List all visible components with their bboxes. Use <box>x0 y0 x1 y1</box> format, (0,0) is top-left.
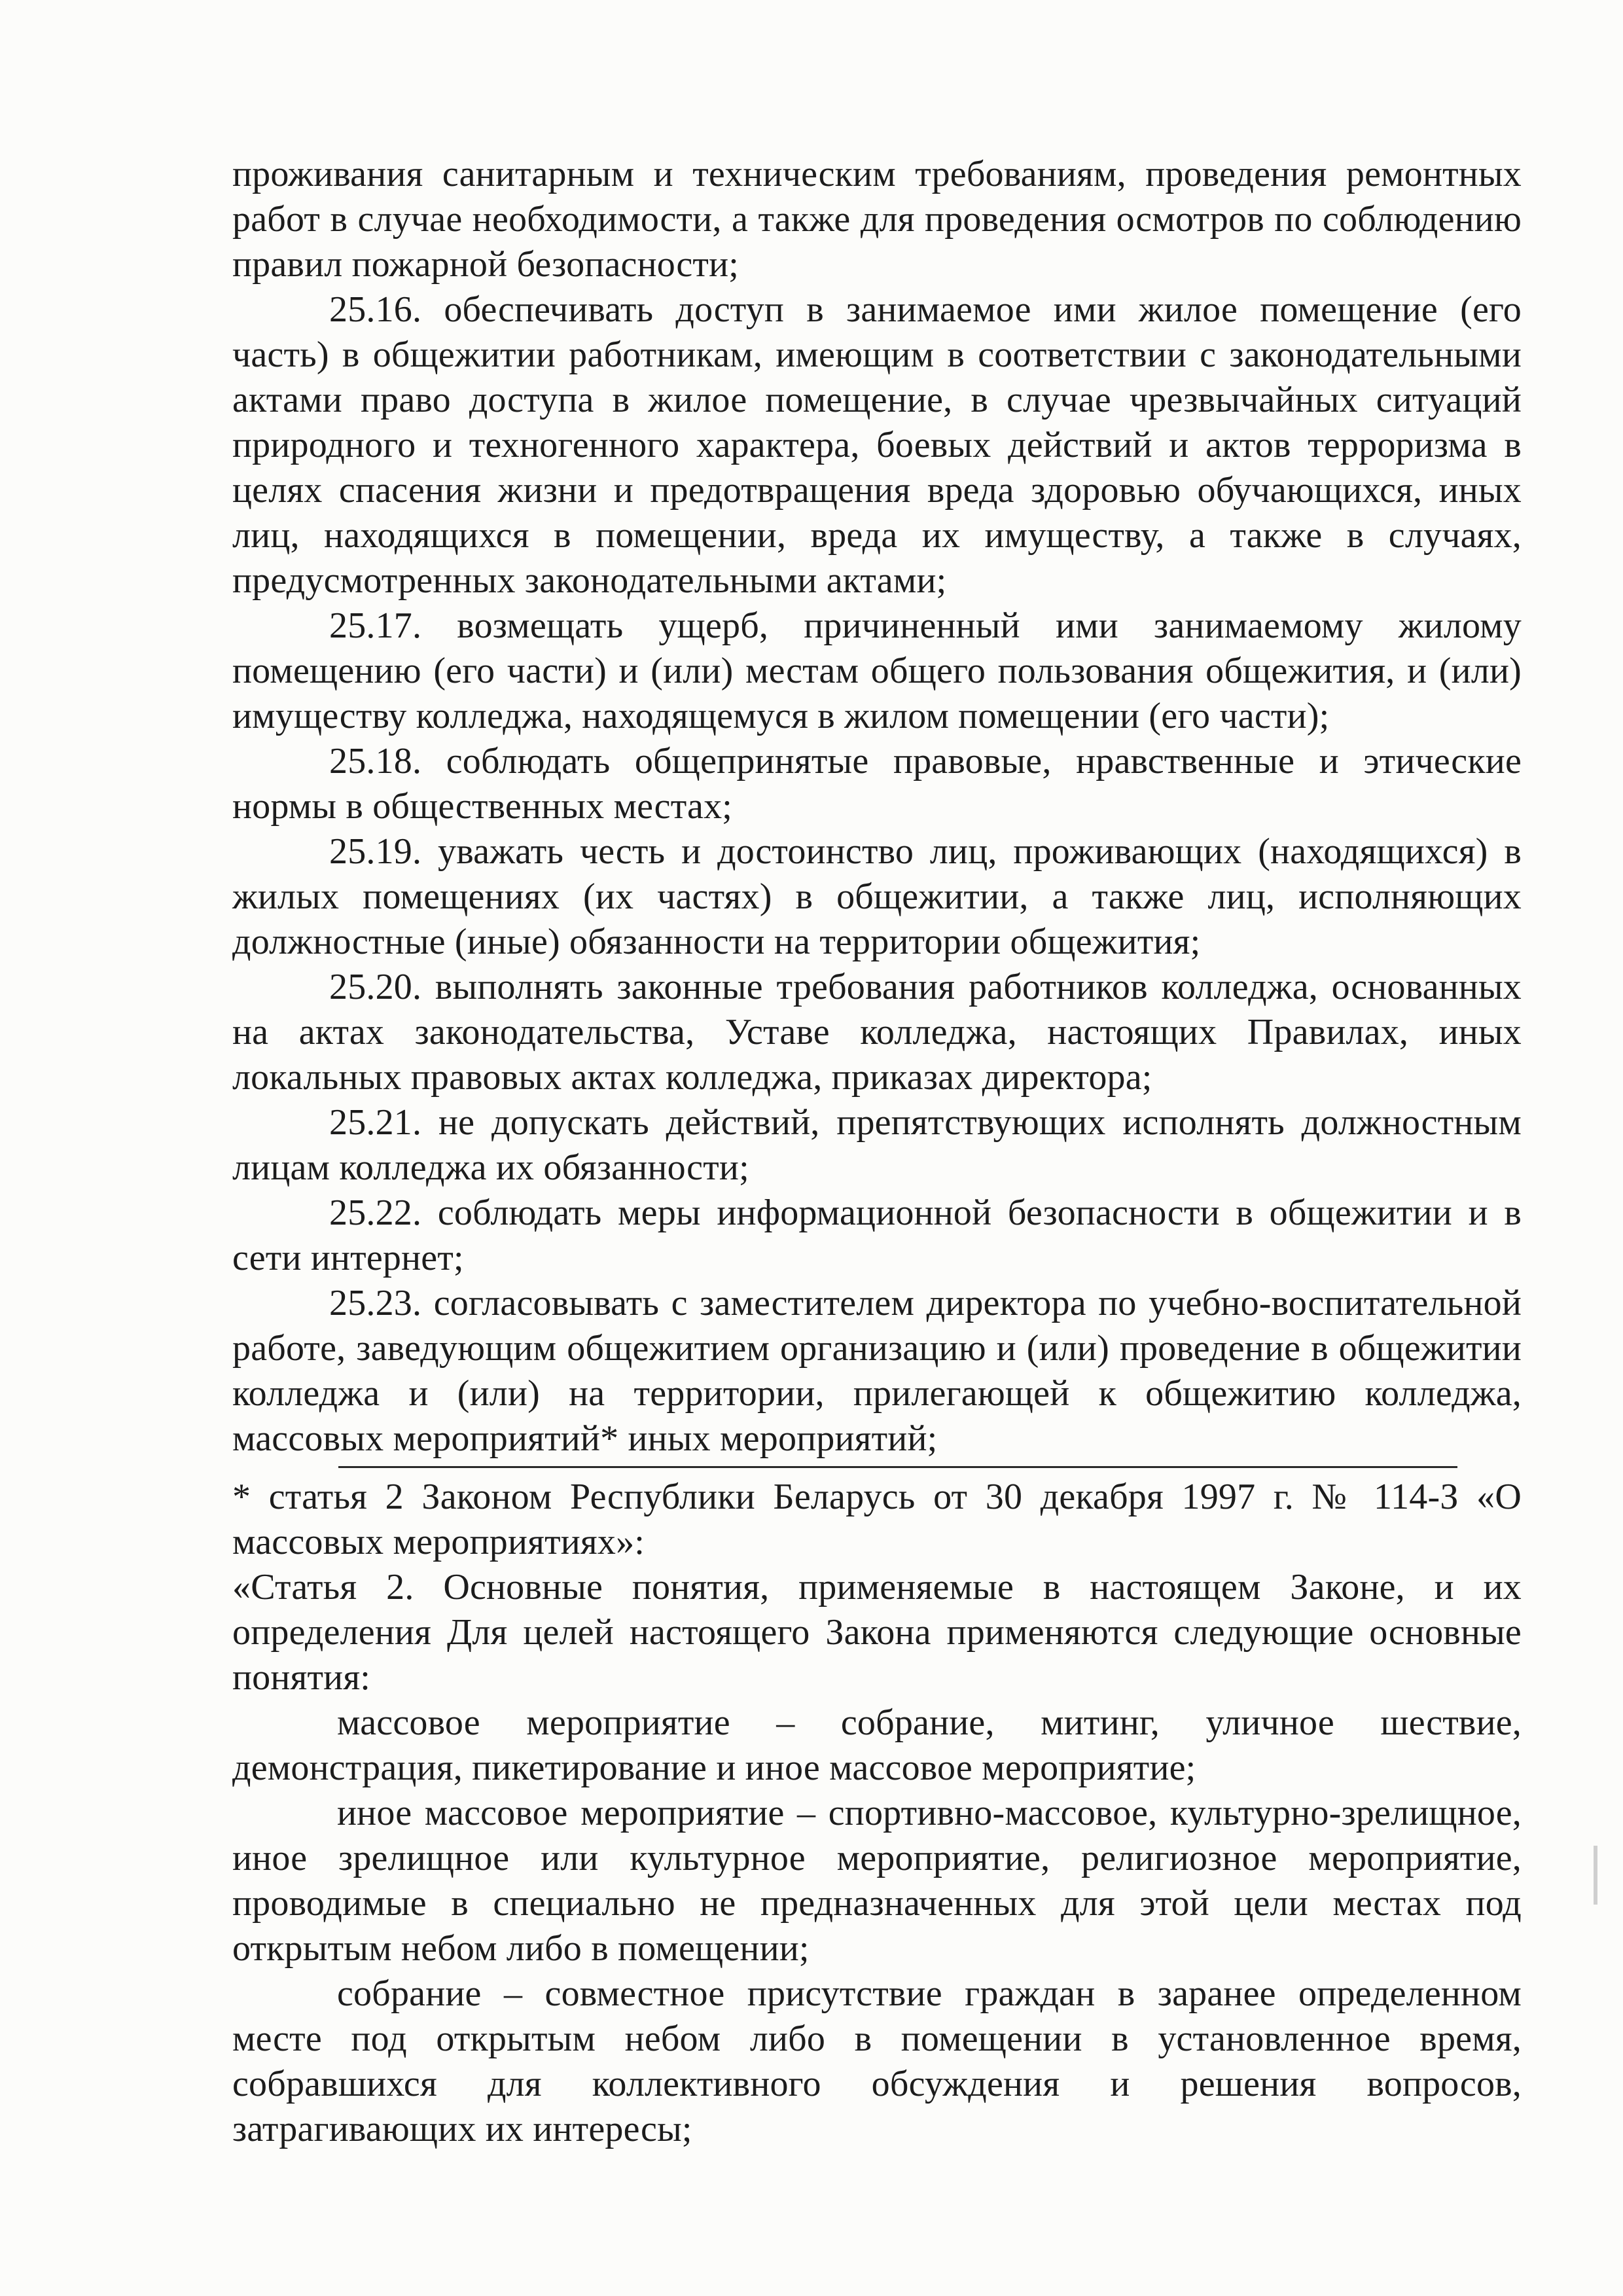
footnote-separator <box>338 1466 1457 1468</box>
scan-edge-mark <box>1594 1846 1597 1905</box>
footnote <box>232 1475 1522 2152</box>
footnote-quote-start: «Статья 2. Основные понятия, применяемые в настоящем Законе, и их определения Для целей настоящего Закона применяются следующие основные понятия: <box>232 1567 1522 1698</box>
paragraph-25-16: 25.16. обеспечивать доступ в занимаемое ими жилое помещение (его часть) в общежитии работникам, имеющим в соответствии с законодательными актами право доступа в жилое помещение, в случае чрезвычайных ситуаций природного и техногенного характера, боевых действий и актов терроризма в целях спасения жизни и предотвращения вреда здоровью обучающихся, иных лиц, находящихся в помещении, вреда их имуществу, а также в случаях, предусмотренных законодательными актами; <box>232 289 1522 601</box>
paragraph-25-19: 25.19. уважать честь и достоинство лиц, проживающих (находящихся) в жилых помещениях (их частях) в общежитии, а также лиц, исполняющих должностные (иные) обязанности на территории общежития; <box>232 831 1522 962</box>
paragraph-25-18: 25.18. соблюдать общепринятые правовые, нравственные и этические нормы в общественных местах; <box>232 741 1522 827</box>
paragraph-25-23: 25.23. согласовывать с заместителем директора по учебно-воспитательной работе, заведующим общежитием организацию и (или) проведение в общежитии колледжа и (или) на территории, прилегающей к общежитию колледжа, массовых мероприятий* иных мероприятий; <box>232 1283 1522 1459</box>
paragraph-25-21: 25.21. не допускать действий, препятствующих исполнять должностным лицам колледжа их обязанности; <box>232 1102 1522 1188</box>
footnote-intro: * статья 2 Законом Республики Беларусь от 30 декабря 1997 г. № 114-З «О массовых мероприятиях»: <box>232 1477 1522 1562</box>
definition-mass-event: массовое мероприятие – собрание, митинг, уличное шествие, демонстрация, пикетирование и иное массовое мероприятие; <box>232 1702 1522 1788</box>
paragraph-25-17: 25.17. возмещать ущерб, причиненный ими занимаемому жилому помещению (его части) и (или) местам общего пользования общежития, и (или) имуществу колледжа, находящемуся в жилом помещении (его части); <box>232 605 1522 736</box>
paragraph-continuation: проживания санитарным и техническим требованиям, проведения ремонтных работ в случае необходимости, а также для проведения осмотров по соблюдению правил пожарной безопасности; <box>232 154 1522 285</box>
paragraph-25-20: 25.20. выполнять законные требования работников колледжа, основанных на актах законодательства, Уставе колледжа, настоящих Правилах, иных локальных правовых актах колледжа, приказах директора; <box>232 967 1522 1098</box>
definition-assembly: собрание – совместное присутствие граждан в заранее определенном месте под открытым небом либо в помещении в установленное время, собравшихся для коллективного обсуждения и решения вопросов, затрагивающих их интересы; <box>232 1973 1522 2149</box>
definition-other-mass-event: иное массовое мероприятие – спортивно-массовое, культурно-зрелищное, иное зрелищное или культурное мероприятие, религиозное мероприятие, проводимые в специально не предназначенных для этой цели местах под открытым небом либо в помещении; <box>232 1793 1522 1969</box>
main-text <box>232 152 1522 1462</box>
paragraph-25-22: 25.22. соблюдать меры информационной безопасности в общежитии и в сети интернет; <box>232 1193 1522 1278</box>
